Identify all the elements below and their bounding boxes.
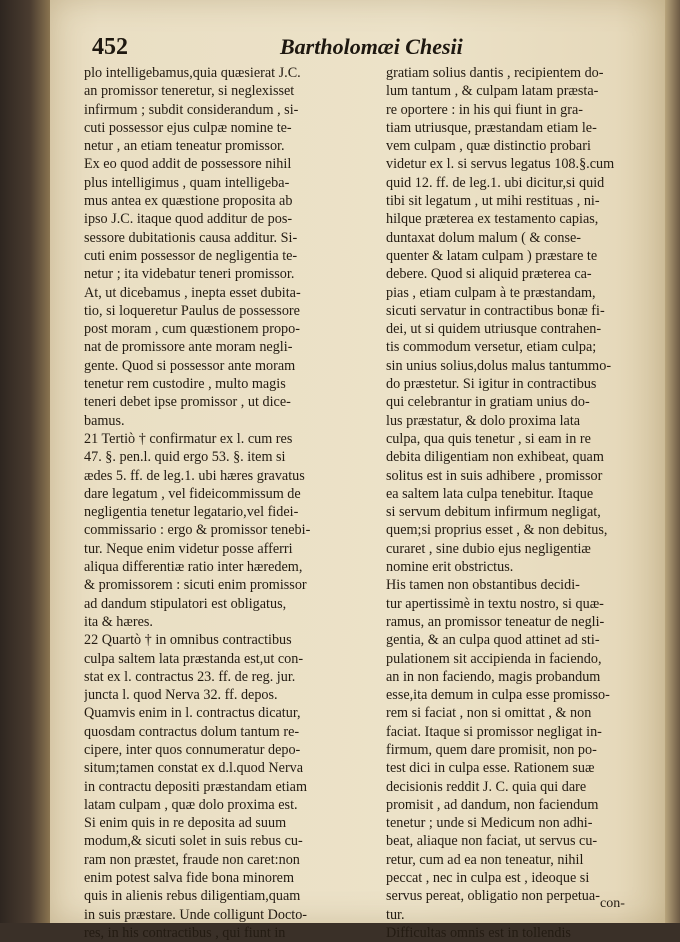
text-line: tur. [386, 906, 405, 923]
text-line: tenetur ; unde si Medicum non adhi- [386, 815, 593, 832]
text-line: tio, si loqueretur Paulus de possessore [84, 302, 300, 319]
text-line: sessore dubitationis causa additur. Si- [84, 229, 298, 246]
text-line: ad dandum stipulatori est obligatus, [84, 595, 287, 612]
text-line: Si enim quis in re deposita ad suum [84, 815, 287, 832]
text-line: debere. Quod si aliquid præterea ca- [386, 266, 592, 283]
text-line: videtur ex l. si servus legatus 108.§.cum [386, 156, 615, 173]
text-line: bamus. [84, 412, 125, 429]
text-line: quenter & latam culpam ) præstare te [386, 247, 598, 264]
text-line: Quamvis enim in l. contractus dicatur, [84, 705, 301, 722]
text-line: debita diligentiam non exhibeat, quam [386, 449, 604, 466]
text-line: negligentia tenetur legatario,vel fidei- [84, 504, 299, 521]
text-line: aliqua differentiæ ratio inter hæredem, [84, 559, 303, 576]
page-stack-edge [665, 0, 680, 923]
text-line: At, ut dicebamus , inepta esset dubita- [84, 284, 301, 301]
text-line: tiam utriusque, præstandam etiam le- [386, 119, 597, 136]
text-line: an promissor teneretur, si neglexisset [84, 83, 295, 100]
text-line: tenetur rem custodire , multo magis [84, 376, 286, 393]
text-line: enim potest salva fide bona minorem [84, 870, 294, 887]
text-line: gente. Quod si possessor ante moram [84, 357, 296, 374]
text-line: retur, cum ad ea non teneatur, nihil [386, 851, 584, 868]
text-line: servus pereat, obligatio non perpetua- [386, 888, 600, 905]
text-line: His tamen non obstantibus decidi- [386, 577, 580, 594]
text-line: Ex eo quod addit de possessore nihil [84, 156, 292, 173]
text-line: 22 Quartò † in omnibus contractibus [84, 632, 292, 649]
text-line: decisionis reddit J. C. quia qui dare [386, 778, 587, 795]
text-line: tibi sit legatum , ut mihi restituas , ni- [386, 193, 600, 210]
text-line: juncta l. quod Nerva 32. ff. depos. [84, 687, 278, 704]
text-line: rem si faciat , non si omittat , & non [386, 705, 592, 722]
text-line: peccat , nec in culpa est , ideoque si [386, 870, 590, 887]
text-line: ram non præstet, fraude non caret:non [84, 851, 300, 868]
text-line: lus præstatur, & dolo proxima lata [386, 412, 581, 429]
text-line: lum tantum , & culpam latam præsta- [386, 83, 599, 100]
text-line: vem culpam , quæ distinctio probari [386, 138, 591, 155]
text-line: beat, aliaque non faciat, ut servus cu- [386, 833, 598, 850]
text-line: curaret , sine dubio ejus negligentiæ [386, 540, 591, 557]
text-line: quem;si proprius esset , & non debitus, [386, 522, 608, 539]
text-line: ita & hæres. [84, 613, 153, 630]
text-line: sicuti servatur in contractibus bonæ fi- [386, 302, 605, 319]
text-line: an in non faciendo, magis probandum [386, 668, 601, 685]
running-title: Bartholomæi Chesii [280, 34, 463, 59]
text-line: dare legatum , vel fideicommissum de [84, 485, 301, 502]
text-line: quosdam contractus dolum tantum re- [84, 723, 300, 740]
text-line: culpa, qua quis tenetur , si eam in re [386, 430, 591, 447]
text-line: hilque præterea ex testamento capias, [386, 211, 599, 228]
text-line: in contractu depositi præstandam etiam [84, 778, 308, 795]
text-line: qui celebrantur in gratiam unius do- [386, 394, 590, 411]
text-line: post moram , cum quæstionem propo- [84, 321, 300, 338]
book-binding-edge [0, 0, 50, 923]
right-text-column [386, 64, 648, 942]
text-line: faciat. Itaque si promissor negligat in- [386, 723, 602, 740]
text-line: duntaxat dolum malum ( & conse- [386, 229, 582, 246]
text-line: nomine erit obstrictus. [386, 559, 514, 576]
text-line: teneri debet ipse promissor , ut dice- [84, 394, 291, 411]
text-line: pulationem sit accipienda in faciendo, [386, 650, 602, 667]
text-line: netur ; ita videbatur teneri promissor. [84, 266, 295, 283]
text-line: plus intelligimus , quam intelligeba- [84, 174, 290, 191]
text-line: infirmum ; subdit considerandum , si- [84, 101, 299, 118]
text-line: & promissorem : sicuti enim promissor [84, 577, 307, 594]
text-line: si servum debitum infirmum negligat, [386, 504, 601, 521]
text-line: commissario : ergo & promissor tenebi- [84, 522, 311, 539]
text-line: promisit , ad dandum, non faciendum [386, 796, 599, 813]
text-line: re oportere : in his qui fiunt in gra- [386, 101, 583, 118]
text-line: 47. §. pen.l. quid ergo 53. §. item si [84, 449, 286, 466]
text-line: netur , an etiam teneatur promissor. [84, 138, 285, 155]
text-line: firmum, quem dare promisit, non po- [386, 741, 597, 758]
text-line: cuti possessor ejus culpæ nomine te- [84, 119, 292, 136]
page-number: 452 [92, 34, 128, 60]
text-line: tur apertissimè in textu nostro, si quæ- [386, 595, 604, 612]
left-text-column [84, 64, 360, 942]
text-line: gentia, & an culpa quod attinet ad sti- [386, 632, 600, 649]
text-line: ea saltem lata culpa tenebitur. Itaque [386, 485, 594, 502]
text-line: ramus, an promissor teneatur de negli- [386, 613, 605, 630]
text-line: cuti enim possessor de negligentia te- [84, 247, 298, 264]
text-line: tur. Neque enim videtur posse afferri [84, 540, 293, 557]
text-line: gratiam solius dantis , recipientem do- [386, 65, 604, 81]
text-line: plo intelligebamus,quia quæsierat J.C. [84, 65, 301, 81]
text-line: ipso J.C. itaque quod additur de pos- [84, 211, 293, 228]
text-line: nat de promissore ante moram negli- [84, 339, 293, 356]
text-line: do præstetur. Si igitur in contractibus [386, 376, 597, 393]
text-line: cipere, inter quos connumeratur depo- [84, 741, 301, 758]
text-line: culpa saltem lata præstanda est,ut con- [84, 650, 304, 667]
text-line: test dici in culpa esse. Rationem suæ [386, 760, 595, 777]
text-line: situm;tamen constat ex d.l.quod Nerva [84, 760, 304, 777]
text-line: res, in his contractibus , qui fiunt in [84, 924, 286, 941]
text-line: esse,ita demum in culpa esse promisso- [386, 687, 610, 704]
catchword: con- [600, 896, 625, 911]
text-line: tis commodum versetur, etiam culpa; [386, 339, 597, 356]
text-line: quid 12. ff. de leg.1. ubi dicitur,si quid [386, 174, 605, 191]
text-line: sin unius solius,dolus malus tantummo- [386, 357, 612, 374]
text-line: latam culpam , quæ dolo proxima est. [84, 796, 298, 813]
text-line: dei, ut si quidem utriusque contrahen- [386, 321, 602, 338]
text-line: solitus est in suis adhibere , promissor [386, 467, 603, 484]
text-line: modum,& sicuti solet in suis rebus cu- [84, 833, 303, 850]
text-line: in suis præstare. Unde colligunt Docto- [84, 906, 308, 923]
text-line: 21 Tertiò † confirmatur ex l. cum res [84, 430, 293, 447]
text-line: stat ex l. contractus 23. ff. de reg. jur. [84, 668, 296, 685]
text-line: pias , etiam culpam à te præstandam, [386, 284, 596, 301]
text-line: Difficultas omnis est in tollendis [386, 924, 571, 941]
text-line: quis in alienis rebus diligentiam,quam [84, 888, 301, 905]
text-line: ædes 5. ff. de leg.1. ubi hæres gravatus [84, 467, 305, 484]
text-line: mus antea ex quæstione proposita ab [84, 193, 293, 210]
